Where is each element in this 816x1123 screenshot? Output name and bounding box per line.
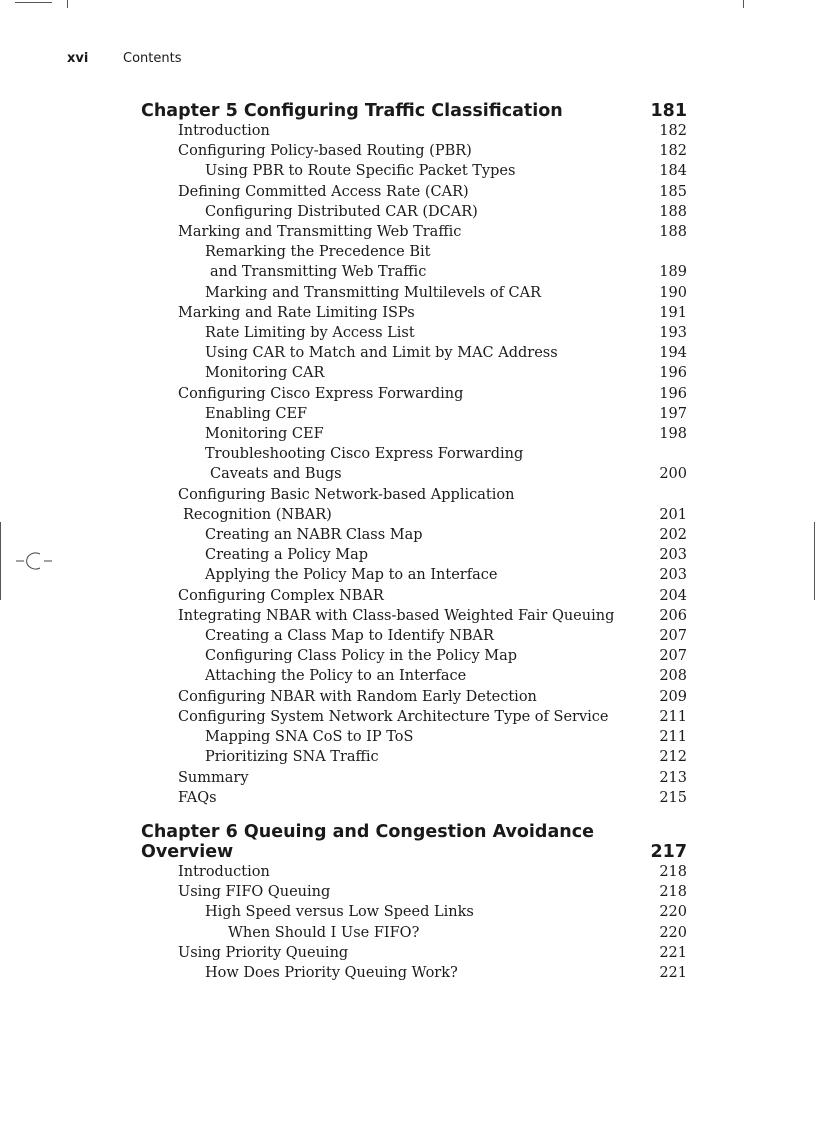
toc-entry[interactable] (141, 862, 687, 882)
toc-entry-title: Summary (178, 769, 249, 786)
toc-entry-page-number: 204 (659, 587, 687, 604)
toc-entry-title: Monitoring CEF (205, 426, 324, 443)
crop-mark (743, 0, 744, 8)
crop-mark (0, 522, 1, 600)
toc-entry-title: Using Priority Queuing (178, 944, 349, 961)
toc-entry-page-number: 215 (659, 789, 687, 806)
toc-entry-title: Marking and Transmitting Multilevels of CAR (205, 284, 542, 301)
toc-entry-page-number: 221 (659, 964, 687, 981)
toc-entry-title: Using CAR to Match and Limit by MAC Address (205, 345, 558, 362)
toc-entry[interactable] (141, 525, 687, 545)
toc-entry-title: Configuring Distributed CAR (DCAR) (205, 203, 478, 220)
toc-entry-page-number: 207 (659, 628, 687, 645)
toc-entry[interactable] (141, 788, 687, 808)
toc-entry-page-number: 188 (659, 224, 687, 241)
toc-entry-page-number: 218 (659, 863, 687, 880)
toc-entry[interactable] (141, 727, 687, 747)
toc-entry[interactable] (141, 626, 687, 646)
crop-mark (814, 522, 815, 600)
toc-entry-title: Applying the Policy Map to an Interface (205, 567, 498, 584)
toc-entry[interactable] (141, 424, 687, 444)
toc-entry-title: Introduction (178, 863, 270, 880)
toc-entry-title: Caveats and Bugs (210, 466, 342, 483)
toc-entry[interactable] (141, 202, 687, 222)
toc-entry-title: Defining Committed Access Rate (CAR) (178, 183, 469, 200)
chapter-page-number: 181 (650, 101, 687, 121)
toc-entry-page-number: 191 (659, 304, 687, 321)
toc-entry-title: Integrating NBAR with Class-based Weighted Fair Queuing (178, 607, 615, 624)
running-head (67, 51, 182, 66)
toc-entry[interactable] (141, 963, 687, 983)
toc-entry-page-number: 211 (659, 708, 687, 725)
toc-entry-title: Attaching the Policy to an Interface (205, 668, 467, 685)
crop-mark (67, 0, 68, 8)
toc-entry-title: Creating an NABR Class Map (205, 527, 423, 544)
toc-entry[interactable] (141, 707, 687, 727)
toc-entry-page-number: 212 (659, 749, 687, 766)
toc-entry[interactable] (141, 262, 687, 282)
toc-entry-title: High Speed versus Low Speed Links (205, 904, 474, 921)
toc-entry-title: Marking and Rate Limiting ISPs (178, 304, 415, 321)
toc-entry-title: Remarking the Precedence Bit (205, 244, 431, 261)
toc-entry[interactable] (141, 923, 687, 943)
toc-entry-page-number: 221 (659, 944, 687, 961)
toc-entry-title: Recognition (NBAR) (183, 506, 332, 523)
toc-entry-page-number: 197 (659, 405, 687, 422)
toc-entry-title: and Transmitting Web Traffic (210, 264, 427, 281)
chapter-heading[interactable] (141, 101, 687, 121)
toc-entry-page-number: 220 (659, 904, 687, 921)
toc-entry[interactable] (141, 384, 687, 404)
toc-entry[interactable] (141, 565, 687, 585)
toc-entry-page-number: 196 (659, 385, 687, 402)
toc-entry-title: Creating a Policy Map (205, 547, 369, 564)
toc-entry-title: Rate Limiting by Access List (205, 325, 415, 342)
toc-entry[interactable] (141, 303, 687, 323)
toc-entry-title: Monitoring CAR (205, 365, 325, 382)
chapter-page-number: 217 (650, 841, 687, 862)
toc-entry-title: Configuring Basic Network-based Application (178, 486, 515, 503)
toc-entry-title: Mapping SNA CoS to IP ToS (205, 729, 414, 746)
toc-entry[interactable] (141, 363, 687, 383)
toc-entry[interactable] (141, 161, 687, 181)
toc-entry-title: Configuring Complex NBAR (178, 587, 384, 604)
toc-entry-page-number: 207 (659, 648, 687, 665)
toc-entry[interactable] (141, 242, 687, 262)
toc-entry-title: How Does Priority Queuing Work? (205, 964, 458, 981)
toc-entry-page-number: 196 (659, 365, 687, 382)
toc-entry[interactable] (141, 343, 687, 363)
toc-entry-page-number: 208 (659, 668, 687, 685)
toc-entry-page-number: 218 (659, 884, 687, 901)
toc-entry[interactable] (141, 646, 687, 666)
toc-entry[interactable] (141, 404, 687, 424)
toc-entry[interactable] (141, 687, 687, 707)
toc-entry-page-number: 200 (659, 466, 687, 483)
chapter-title: Chapter 6 Queuing and Congestion Avoidance Overview (141, 821, 594, 862)
toc-entry[interactable] (141, 141, 687, 161)
toc-entry[interactable] (141, 943, 687, 963)
toc-entry-page-number: 194 (659, 345, 687, 362)
toc-entry-page-number: 211 (659, 729, 687, 746)
toc-entry[interactable] (141, 464, 687, 484)
toc-entry[interactable] (141, 505, 687, 525)
chapter-heading[interactable] (141, 822, 687, 862)
toc-entry-page-number: 220 (659, 924, 687, 941)
toc-entry-page-number: 213 (659, 769, 687, 786)
toc-entry-title: Configuring System Network Architecture Type of Service (178, 708, 609, 725)
toc-entry-page-number: 189 (659, 264, 687, 281)
toc-entry[interactable] (141, 768, 687, 788)
toc-entry-page-number: 203 (659, 567, 687, 584)
toc-entry[interactable] (141, 666, 687, 686)
toc-entry-page-number: 202 (659, 527, 687, 544)
toc-entry-page-number: 185 (659, 183, 687, 200)
toc-entry[interactable] (141, 606, 687, 626)
toc-entry[interactable] (141, 545, 687, 565)
toc-entry-page-number: 184 (659, 163, 687, 180)
toc-entry-title: FAQs (178, 789, 217, 806)
toc-entry-page-number: 182 (659, 123, 687, 139)
toc-entry[interactable] (141, 323, 687, 343)
toc-entry-page-number: 206 (659, 607, 687, 624)
toc-entry-page-number: 201 (659, 506, 687, 523)
toc-entry-title: When Should I Use FIFO? (228, 924, 420, 941)
toc-entry-title: Enabling CEF (205, 405, 308, 422)
toc-entry-page-number: 193 (659, 325, 687, 342)
toc-entry-page-number: 203 (659, 547, 687, 564)
toc-entry[interactable] (141, 747, 687, 767)
toc-entry[interactable] (141, 902, 687, 922)
toc-entry[interactable] (141, 182, 687, 202)
toc-entry-title: Troubleshooting Cisco Express Forwarding (205, 446, 524, 463)
registration-mark-icon (16, 551, 52, 571)
crop-mark (15, 2, 52, 3)
chapter-title: Chapter 5 Configuring Traffic Classification (141, 101, 563, 121)
toc-entry[interactable] (141, 222, 687, 242)
toc-entry-title: Configuring Policy-based Routing (PBR) (178, 143, 472, 160)
toc-entry-page-number: 209 (659, 688, 687, 705)
running-head-title: Contents (123, 51, 182, 66)
toc-entry[interactable] (141, 586, 687, 606)
toc-entry-page-number: 190 (659, 284, 687, 301)
toc-entry-page-number: 188 (659, 203, 687, 220)
toc-entry[interactable] (141, 882, 687, 902)
toc-entry-page-number: 198 (659, 426, 687, 443)
toc-entry[interactable] (141, 485, 687, 505)
toc-entry-title: Configuring Cisco Express Forwarding (178, 385, 464, 402)
toc-entry-title: Prioritizing SNA Traffic (205, 749, 379, 766)
toc-entry-title: Creating a Class Map to Identify NBAR (205, 628, 494, 645)
toc-entry-title: Marking and Transmitting Web Traffic (178, 224, 462, 241)
toc-entry-title: Using PBR to Route Specific Packet Types (205, 163, 516, 180)
toc-entry[interactable] (141, 283, 687, 303)
toc-entry-page-number: 182 (659, 143, 687, 160)
toc-entry-title: Using FIFO Queuing (178, 884, 331, 901)
toc-entry[interactable] (141, 444, 687, 464)
toc-entry-title: Configuring NBAR with Random Early Detection (178, 688, 537, 705)
table-of-contents (141, 101, 687, 983)
page-folio: xvi (67, 51, 89, 66)
toc-entry-title: Introduction (178, 123, 270, 139)
toc-entry[interactable] (141, 121, 687, 141)
toc-entry-title: Configuring Class Policy in the Policy Map (205, 648, 518, 665)
